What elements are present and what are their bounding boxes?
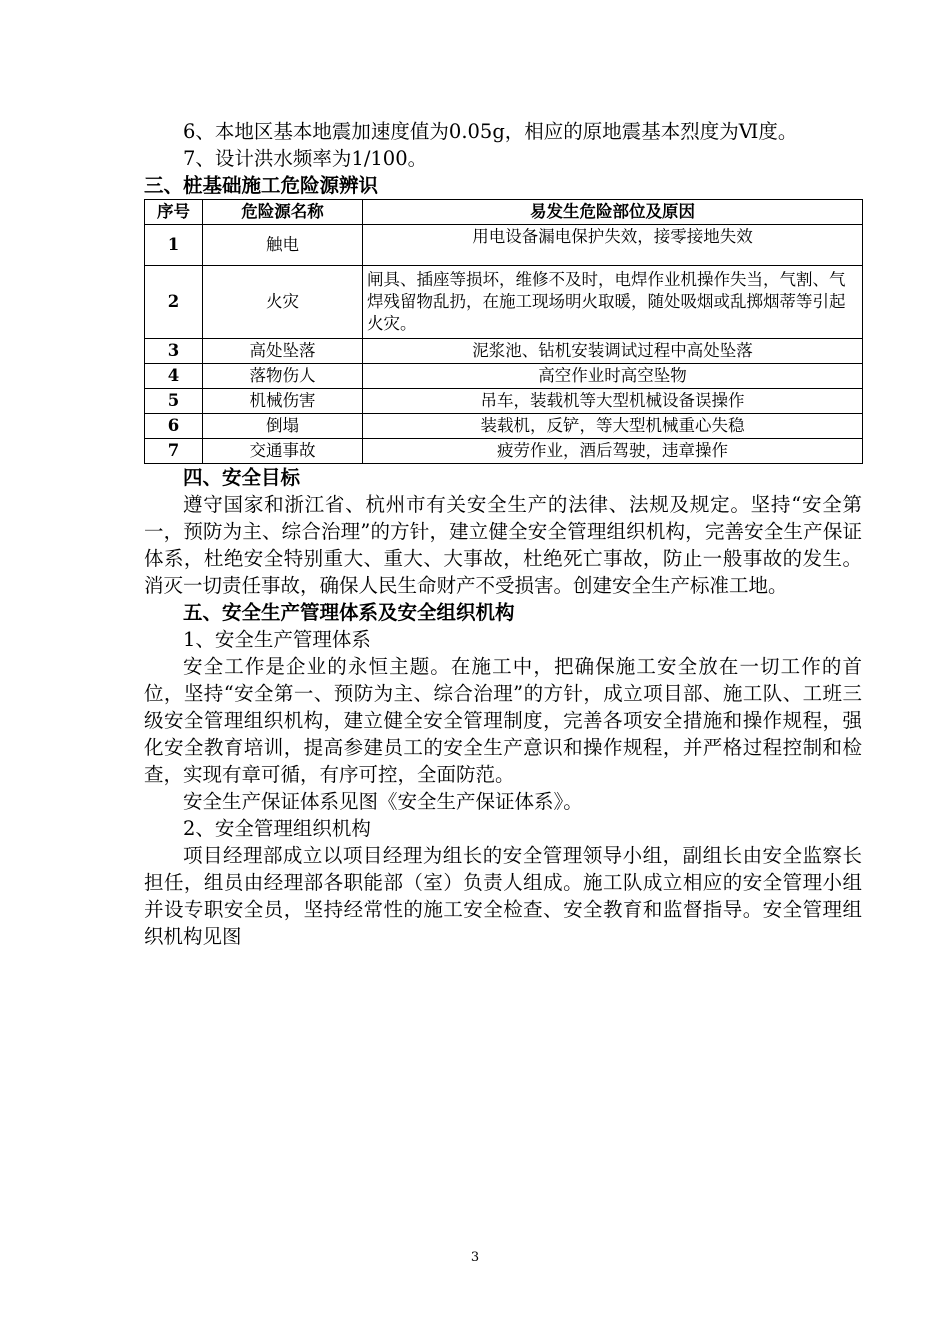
section-3-title: 三、桩基础施工危险源辨识 — [144, 174, 379, 197]
hazard-table-header — [145, 200, 863, 225]
row-name: 火灾 — [203, 266, 363, 339]
row-name: 触电 — [203, 225, 363, 266]
intro-item-7: 7、设计洪水频率为1/100。 — [183, 147, 428, 170]
row-desc: 闸具、插座等损坏，维修不及时，电焊作业机操作失当，气割、气焊残留物乱扔，在施工现场明火取暖，随处吸烟或乱掷烟蒂等引起火灾。 — [363, 266, 863, 339]
row-no: 5 — [145, 389, 203, 414]
section-5-sub1-title: 1、安全生产管理体系 — [183, 628, 371, 651]
section-5-sub1-body: 安全工作是企业的永恒主题。在施工中，把确保施工安全放在一切工作的首位，坚持“安全第一、预防为主、综合治理”的方针，成立项目部、施工队、工班三级安全管理组织机构，建立健全安全管理制度，完善各项安全措施和操作规程，强化安全教育培训，提高参建员工的安全生产意识和操作规程，并严格过程控制和检查，实现有章可循，有序可控，全面防范。 — [144, 655, 862, 786]
row-desc: 用电设备漏电保护失效，接零接地失效 — [363, 225, 863, 266]
row-name: 高处坠落 — [203, 339, 363, 364]
row-desc: 吊车，装载机等大型机械设备误操作 — [363, 389, 863, 414]
section-4-body: 遵守国家和浙江省、杭州市有关安全生产的法律、法规及规定。坚持“安全第一，预防为主、综合治理”的方针，建立健全安全管理组织机构，完善安全生产保证体系，杜绝安全特别重大、重大、大事故，杜绝死亡事故，防止一般事故的发生。消灭一切责任事故，确保人民生命财产不受损害。创建安全生产标准工地。 — [144, 493, 862, 597]
table-row — [145, 389, 863, 414]
row-name: 倒塌 — [203, 414, 363, 439]
row-no: 2 — [145, 266, 203, 339]
row-no: 4 — [145, 364, 203, 389]
row-name: 交通事故 — [203, 439, 363, 464]
table-row — [145, 364, 863, 389]
row-no: 1 — [145, 225, 203, 266]
row-desc: 高空作业时高空坠物 — [363, 364, 863, 389]
section-5-sub1-note: 安全生产保证体系见图《安全生产保证体系》。 — [183, 790, 583, 813]
table-row — [145, 339, 863, 364]
row-no: 7 — [145, 439, 203, 464]
header-name: 危险源名称 — [203, 200, 363, 225]
row-desc: 泥浆池、钻机安装调试过程中高处坠落 — [363, 339, 863, 364]
section-5-sub2-title: 2、安全管理组织机构 — [183, 817, 371, 840]
row-name: 机械伤害 — [203, 389, 363, 414]
table-row — [145, 266, 863, 339]
row-no: 3 — [145, 339, 203, 364]
table-row — [145, 225, 863, 266]
table-row — [145, 414, 863, 439]
row-desc: 装载机，反铲，等大型机械重心失稳 — [363, 414, 863, 439]
table-row — [145, 439, 863, 464]
row-no: 6 — [145, 414, 203, 439]
document-page — [144, 118, 862, 950]
row-name: 落物伤人 — [203, 364, 363, 389]
intro-item-6: 6、本地区基本地震加速度值为0.05g，相应的原地震基本烈度为Ⅵ度。 — [183, 120, 798, 143]
page-number: 3 — [470, 1250, 480, 1265]
row-desc: 疲劳作业，酒后驾驶，违章操作 — [363, 439, 863, 464]
section-4-title: 四、安全目标 — [183, 466, 301, 489]
hazard-table — [144, 199, 863, 464]
section-5-sub2-body: 项目经理部成立以项目经理为组长的安全管理领导小组，副组长由安全监察长担任，组员由经理部各职能部（室）负责人组成。施工队成立相应的安全管理小组并设专职安全员，坚持经常性的施工安全检查、安全教育和监督指导。安全管理组织机构见图 — [144, 844, 862, 948]
header-desc: 易发生危险部位及原因 — [363, 200, 863, 225]
section-5-title: 五、安全生产管理体系及安全组织机构 — [183, 601, 515, 624]
header-no: 序号 — [145, 200, 203, 225]
